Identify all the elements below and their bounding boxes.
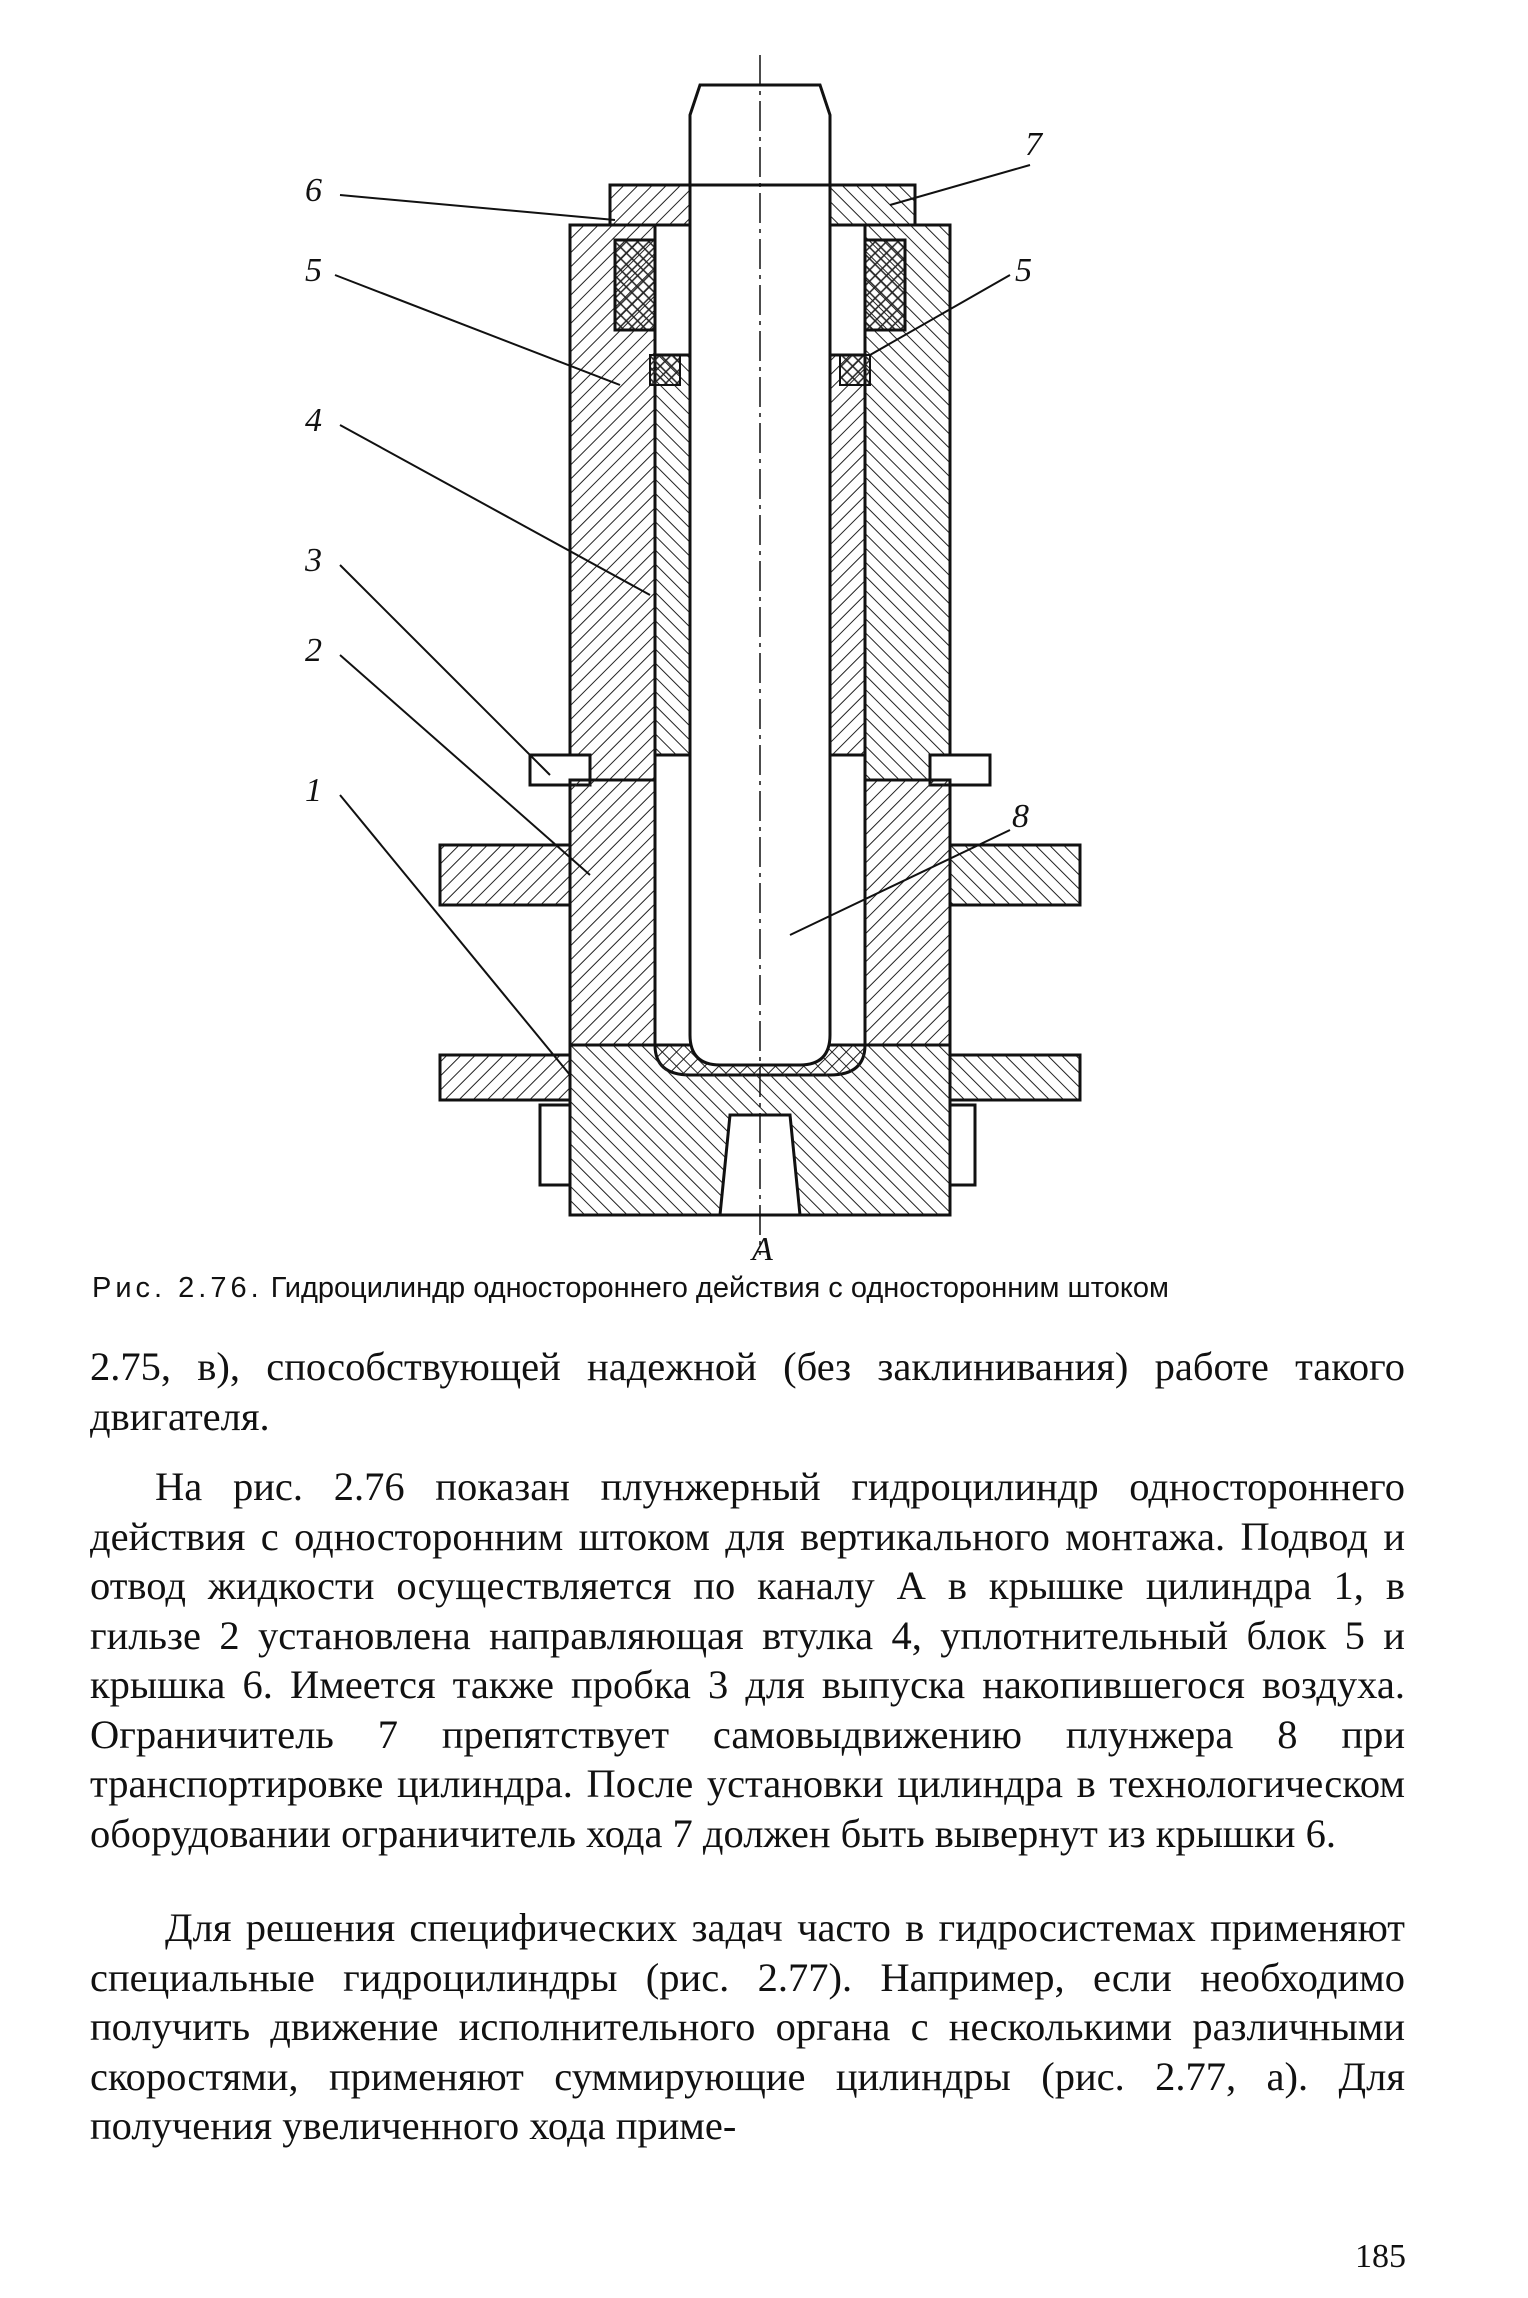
callout-5-left: 5 <box>305 252 322 289</box>
callout-1: 1 <box>305 772 322 809</box>
paragraph: Для решения специфических задач часто в гидросистемах применяют специальные гидроцилиндры (рис. 2.77). Например, если необходимо получить движение исполнительного органа с несколькими различными скоростями, применяют суммирующие цилиндры (рис. 2.77, а). Для получения увеличенного хода приме- <box>90 1905 1405 2148</box>
caption-text: Гидроцилиндр одностороннего действия с односторонним штоком <box>270 1272 1169 1304</box>
upper-flange-left <box>440 845 570 905</box>
page-number: 185 <box>1355 2238 1406 2275</box>
callout-8: 8 <box>1012 798 1029 835</box>
callout-3: 3 <box>305 542 322 579</box>
upper-flange-right <box>950 845 1080 905</box>
callout-6: 6 <box>305 172 322 209</box>
lower-flange-right <box>950 1055 1080 1100</box>
seal-left <box>615 240 655 330</box>
hydraulic-cylinder-drawing <box>305 55 1120 1275</box>
caption-prefix: Рис. 2.76. <box>92 1272 263 1304</box>
callout-2: 2 <box>305 632 322 669</box>
seal-right <box>865 240 905 330</box>
figure-caption <box>92 1272 1442 1305</box>
paragraph: На рис. 2.76 показан плунжерный гидроцилиндр одностороннего действия с односторонним штоком для вертикального монтажа. Подвод и отвод жидкости осуществляется по каналу А в крышке цилиндра 1, в гильзе 2 установлена направляющая втулка 4, уплотнительный блок 5 и крышка 6. Имеется также пробка 3 для выпуска накопившегося воздуха. Ограничитель 7 препятствует самовыдвижению плунжера 8 при транспортировке цилиндра. После установки цилиндра в технологическом оборудовании ограничитель хода 7 должен быть вывернут из крышки 6. <box>90 1464 1405 1856</box>
lower-flange-left <box>440 1055 570 1100</box>
callout-5-right: 5 <box>1015 252 1032 289</box>
paragraph: 2.75, в), способствующей надежной (без заклинивания) работе такого двигателя. <box>90 1344 1405 1439</box>
channel-label: A <box>752 1231 773 1268</box>
callout-4: 4 <box>305 402 322 439</box>
callout-7: 7 <box>1025 126 1042 163</box>
